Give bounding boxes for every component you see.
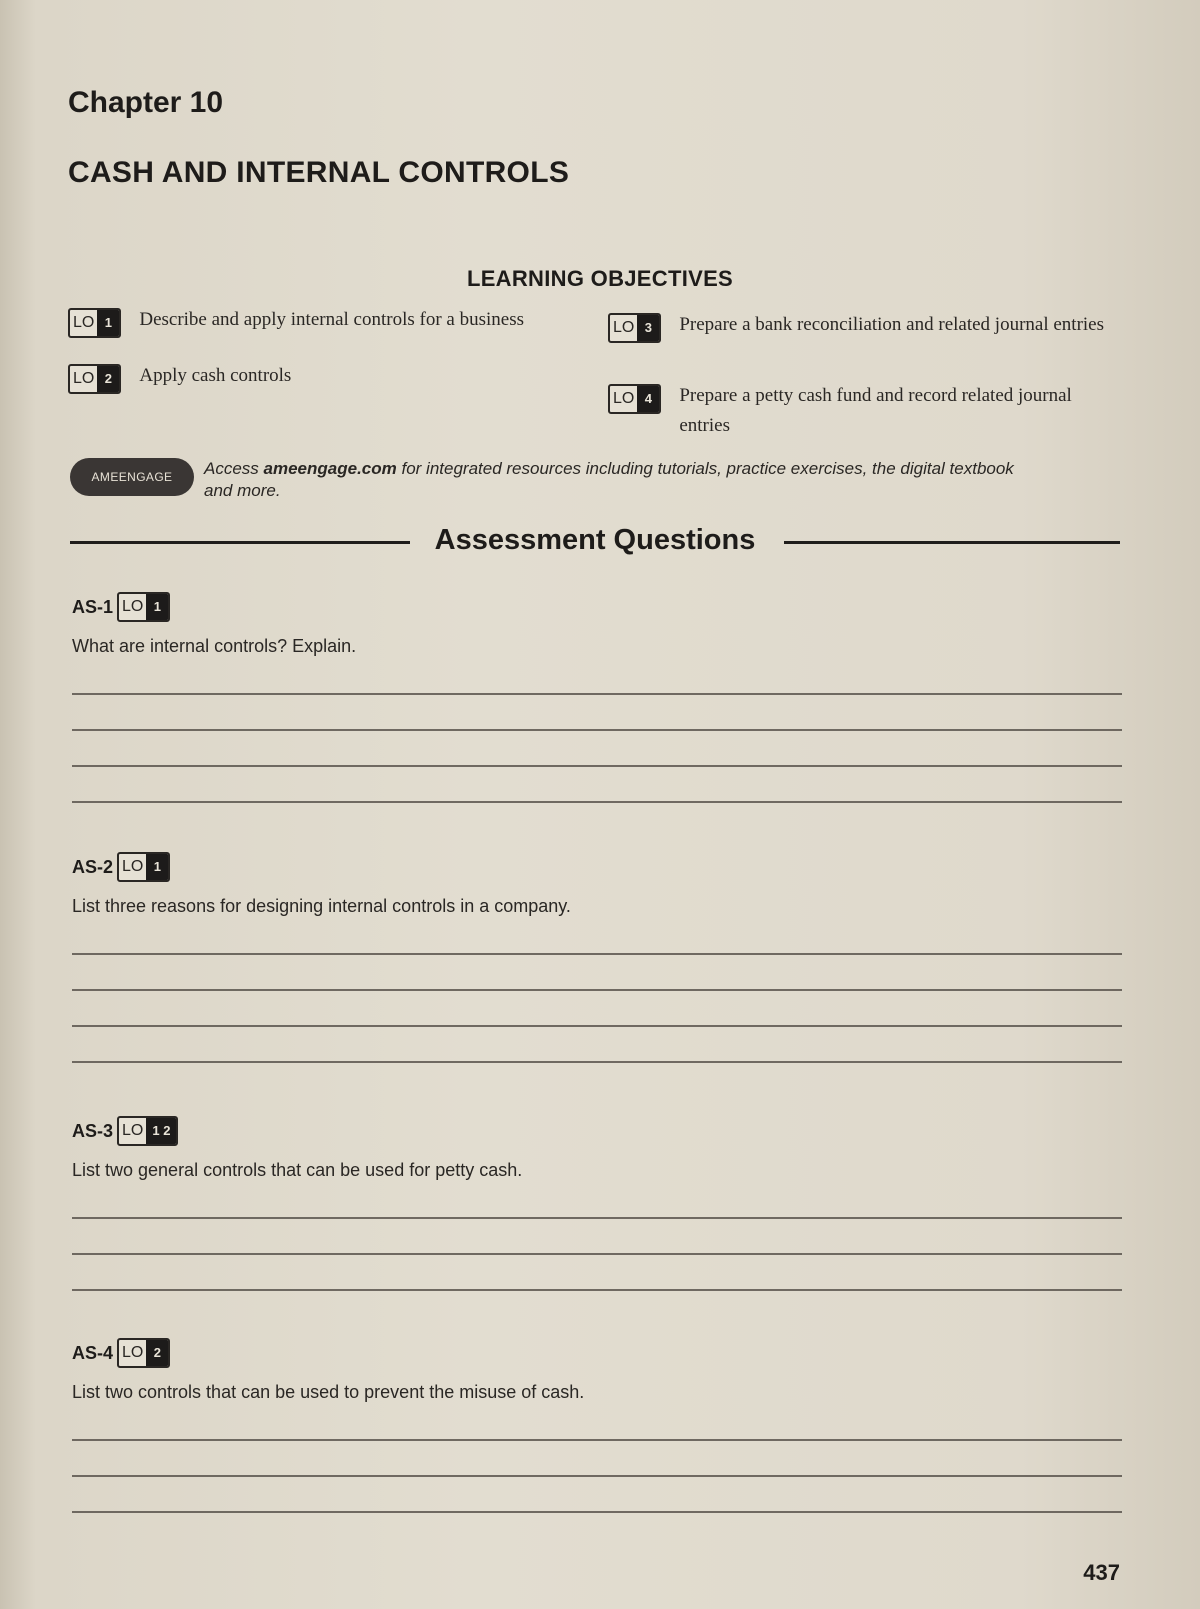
learning-objective-4: [608, 384, 1128, 441]
learning-objective-text: Prepare a bank reconciliation and related journal entries: [679, 314, 1105, 335]
question-header: [72, 1116, 1122, 1146]
question-as-4: [72, 1338, 1122, 1513]
question-as-1: [72, 592, 1122, 803]
learning-objective-text: Prepare a petty cash fund and record related journal entries: [679, 385, 1072, 436]
learning-objective-3: [608, 313, 1128, 343]
lo-badge: LO 2: [117, 1338, 170, 1368]
page-number: 437: [1083, 1560, 1120, 1585]
lo-badge: LO 2: [68, 364, 121, 394]
answer-line[interactable]: [72, 1061, 1122, 1063]
answer-line[interactable]: [72, 1475, 1122, 1477]
answer-line[interactable]: [72, 1025, 1122, 1027]
chapter-title: CASH AND INTERNAL CONTROLS: [68, 156, 570, 189]
learning-objectives-heading: LEARNING OBJECTIVES: [466, 266, 734, 291]
answer-line[interactable]: [72, 693, 1122, 695]
question-header: [72, 592, 1122, 622]
lo-badge: LO 1: [117, 852, 170, 882]
section-title: Assessment Questions: [434, 524, 756, 556]
lo-badge: LO 4: [608, 384, 661, 414]
question-id: AS-1: [72, 596, 114, 617]
ameengage-logo: AMEENGAGE: [70, 458, 194, 496]
question-header: [72, 1338, 1122, 1368]
answer-line[interactable]: [72, 989, 1122, 991]
question-header: [72, 852, 1122, 882]
lo-badge: LO 1 2: [117, 1116, 178, 1146]
answer-line[interactable]: [72, 1511, 1122, 1513]
divider-right: [784, 541, 1120, 544]
question-id: AS-2: [72, 856, 114, 877]
question-text: What are internal controls? Explain.: [72, 636, 357, 656]
answer-line[interactable]: [72, 1217, 1122, 1219]
answer-line[interactable]: [72, 729, 1122, 731]
lo-badge: LO 3: [608, 313, 661, 343]
chapter-label: Chapter 10: [68, 86, 224, 119]
answer-line[interactable]: [72, 1289, 1122, 1291]
learning-objective-text: Apply cash controls: [139, 365, 292, 386]
question-id: AS-3: [72, 1120, 114, 1141]
learning-objective-1: [68, 308, 568, 338]
question-as-2: [72, 852, 1122, 1063]
question-text: List two general controls that can be used for petty cash.: [72, 1160, 523, 1180]
question-as-3: [72, 1116, 1122, 1291]
question-id: AS-4: [72, 1342, 114, 1363]
learning-objective-text: Describe and apply internal controls for a business: [139, 309, 524, 330]
learning-objective-2: [68, 364, 568, 394]
ameengage-banner: [70, 458, 1034, 502]
question-text: List two controls that can be used to prevent the misuse of cash.: [72, 1382, 585, 1402]
ameengage-link[interactable]: ameengage.com: [263, 459, 397, 478]
question-text: List three reasons for designing internal controls in a company.: [72, 896, 571, 916]
answer-line[interactable]: [72, 1253, 1122, 1255]
answer-line[interactable]: [72, 1439, 1122, 1441]
lo-badge: LO 1: [68, 308, 121, 338]
lo-badge: LO 1: [117, 592, 170, 622]
ameengage-text: Access ameengage.com for integrated resources including tutorials, practice exercises, the digital textbook and more.: [204, 459, 1014, 500]
answer-line[interactable]: [72, 801, 1122, 803]
assessment-section-heading: [70, 522, 1120, 562]
answer-line[interactable]: [72, 953, 1122, 955]
answer-line[interactable]: [72, 765, 1122, 767]
